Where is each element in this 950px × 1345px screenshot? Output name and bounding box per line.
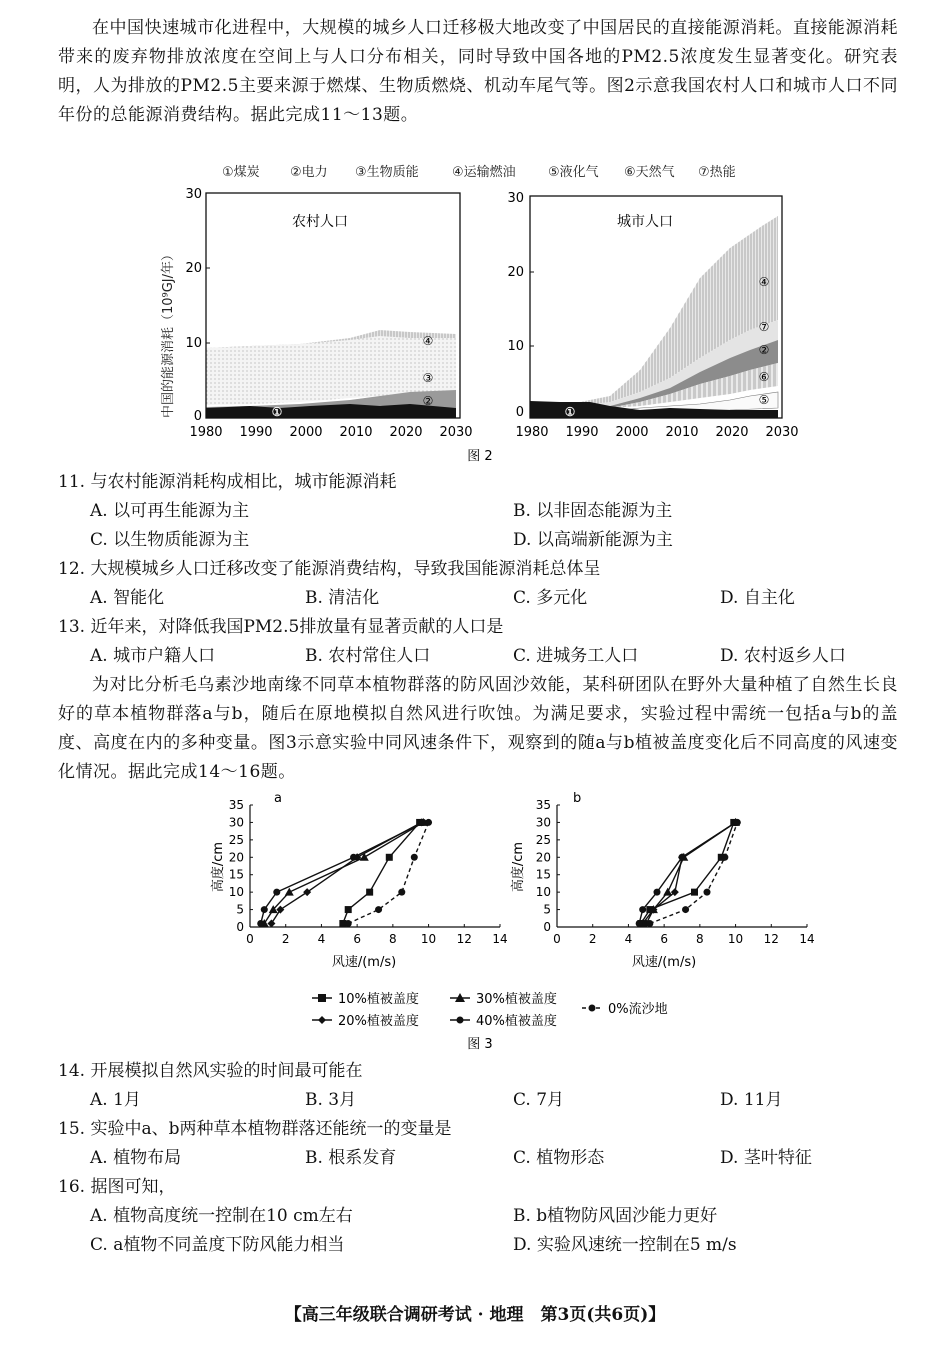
rural-y-tick: 20 [185, 261, 202, 276]
data-point-40%植被盖度 [261, 906, 268, 913]
rural-x-tick: 2010 [339, 425, 373, 440]
urban-panel-title: 城市人口 [617, 214, 673, 230]
legend-40pct: 40%植被盖度 [476, 1014, 557, 1029]
question-14-stem: 14. 开展模拟自然风实验的时间最可能在 [58, 1061, 363, 1081]
fig2-legend-electricity: ②电力 [290, 165, 328, 180]
intro-paragraph-1: 在中国快速城市化进程中，大规模的城乡人口迁移极大地改变了中国居民的直接能源消耗。直接能源消耗带来的废弃物排放浓度在空间上与人口分布相关，同时导致中国各地的PM2.5浓度发生显著变化。研究表明，人为排放的PM2.5主要来源于燃煤、生物质燃烧、机动车尾气等。图2示意我国农村人口和城市人口不同年份的总能源消费结构。据此完成11～13题。 [58, 18, 898, 125]
x-tick-label: 4 [624, 932, 633, 946]
y-tick-label: 30 [228, 815, 244, 830]
rural-marker-transport-fuel: ④ [422, 334, 434, 348]
urban-y-tick: 10 [507, 339, 524, 354]
data-point-0%流沙地 [398, 889, 405, 896]
y-tick-label: 35 [228, 798, 244, 812]
urban-y-tick: 0 [515, 405, 524, 420]
urban-marker-lpg: ⑤ [758, 393, 770, 407]
rural-x-tick: 1990 [239, 425, 273, 440]
rural-marker-biomass: ③ [422, 371, 434, 385]
data-point-20%植被盖度 [267, 920, 275, 928]
data-point-40%植被盖度 [257, 920, 264, 927]
legend-20pct: 20%植被盖度 [338, 1014, 419, 1029]
fig2-urban-panel [507, 191, 798, 440]
data-point-40%植被盖度 [273, 889, 280, 896]
y-tick-label: 25 [535, 832, 551, 847]
question-12-option-b[interactable]: B. 清洁化 [305, 588, 380, 608]
question-15-stem: 15. 实验中a、b两种草本植物群落还能统一的变量是 [58, 1119, 452, 1139]
urban-x-tick: 2000 [615, 425, 649, 440]
fig3-panel-b-label: b [573, 791, 582, 806]
rural-marker-coal: ① [271, 405, 283, 419]
urban-x-tick: 2010 [665, 425, 699, 440]
x-tick-label: 12 [763, 932, 779, 946]
question-12-stem: 12. 大规模城乡人口迁移改变了能源消费结构，导致我国能源消耗总体呈 [58, 559, 601, 579]
series-line-0%流沙地 [650, 822, 737, 923]
urban-y-tick: 30 [507, 191, 524, 206]
series-line-0%流沙地 [348, 822, 428, 923]
question-16-option-b[interactable]: B. b植物防风固沙能力更好 [513, 1206, 718, 1226]
x-tick-label: 6 [660, 932, 668, 946]
page-footer: 【高三年级联合调研考试 · 地理 第3页(共6页)】 [284, 1305, 666, 1325]
question-11-option-c[interactable]: C. 以生物质能源为主 [90, 530, 250, 550]
legend-0pct: 0%流沙地 [608, 1002, 668, 1017]
x-tick-label: 10 [420, 932, 437, 946]
y-tick-label: 20 [535, 850, 551, 865]
data-point-0%流沙地 [375, 906, 382, 913]
data-point-40%植被盖度 [654, 889, 661, 896]
y-tick-label: 25 [228, 832, 244, 847]
legend-30pct: 30%植被盖度 [476, 992, 557, 1007]
y-tick-label: 0 [236, 920, 244, 934]
fig2-legend-natural-gas: ⑥天然气 [624, 165, 675, 180]
fig3-plot-b [536, 798, 815, 946]
question-15-option-d[interactable]: D. 茎叶特征 [720, 1148, 812, 1168]
question-11-option-a[interactable]: A. 以可再生能源为主 [90, 501, 250, 521]
fig3-panel-a-label: a [274, 791, 282, 806]
x-tick-label: 2 [281, 932, 290, 946]
rural-x-tick: 2020 [389, 425, 423, 440]
data-point-10%植被盖度 [345, 906, 352, 913]
fig2-y-axis-label: 中国的能源消耗（10⁹GJ/年） [161, 247, 176, 419]
rural-panel-title: 农村人口 [292, 214, 348, 230]
intro-paragraph-2: 为对比分析毛乌素沙地南缘不同草本植物群落的防风固沙效能，某科研团队在野外大量种植了自然生长良好的草本植物群落a与b，随后在原地模拟自然风进行吹蚀。为满足要求，实验过程中需统一包括a与b的盖度、高度在内的多种变量。图3示意实验中同风速条件下，观察到的随a与b植被盖度变化后不同高度的风速变化情况。据此完成14～16题。 [58, 675, 898, 782]
y-tick-label: 0 [543, 920, 551, 934]
x-tick-label: 8 [389, 932, 397, 946]
data-point-0%流沙地 [411, 854, 418, 861]
x-tick-label: 14 [799, 932, 815, 946]
question-12-option-c[interactable]: C. 多元化 [513, 588, 588, 608]
question-16-option-a[interactable]: A. 植物高度统一控制在10 cm左右 [90, 1206, 353, 1226]
fig3-panel-b-y-label: 高度/cm [511, 841, 526, 893]
urban-marker-coal: ① [564, 405, 576, 419]
figure-2 [150, 158, 810, 468]
x-tick-label: 6 [353, 932, 361, 946]
data-point-10%植被盖度 [691, 889, 698, 896]
data-point-40%植被盖度 [350, 854, 357, 861]
question-13-option-a[interactable]: A. 城市户籍人口 [90, 646, 216, 666]
question-13-stem: 13. 近年来，对降低我国PM2.5排放量有显著贡献的人口是 [58, 617, 504, 637]
urban-x-tick: 2020 [715, 425, 749, 440]
x-tick-label: 0 [553, 932, 561, 946]
series-line-30%植被盖度 [264, 822, 423, 923]
question-12-option-a[interactable]: A. 智能化 [90, 588, 165, 608]
urban-x-tick: 1990 [565, 425, 599, 440]
question-16-option-c[interactable]: C. a植物不同盖度下防风能力相当 [90, 1235, 345, 1255]
fig3-panel-b-x-label: 风速/(m/s) [631, 955, 697, 970]
fig2-legend-heat: ⑦热能 [698, 165, 736, 180]
data-point-30%植被盖度 [285, 888, 294, 896]
y-tick-label: 5 [543, 902, 551, 917]
fig3-panel-a-y-label: 高度/cm [211, 841, 226, 893]
fig2-legend-lpg: ⑤液化气 [548, 165, 599, 180]
data-point-10%植被盖度 [366, 889, 373, 896]
fig3-legend [312, 991, 668, 1029]
legend-10pct: 10%植被盖度 [338, 992, 419, 1007]
data-point-0%流沙地 [646, 920, 653, 927]
urban-marker-natural-gas: ⑥ [758, 370, 770, 384]
series-line-20%植被盖度 [646, 822, 735, 923]
fig2-rural-panel [185, 187, 472, 440]
question-12-option-d[interactable]: D. 自主化 [720, 588, 795, 608]
question-15-option-c[interactable]: C. 植物形态 [513, 1148, 605, 1168]
question-13-option-d[interactable]: D. 农村返乡人口 [720, 646, 846, 666]
rural-x-tick: 2000 [289, 425, 323, 440]
fig2-legend-transport-fuel: ④运输燃油 [452, 165, 516, 180]
fig3-plot-a [229, 798, 508, 946]
data-point-0%流沙地 [704, 889, 711, 896]
data-point-40%植被盖度 [639, 906, 646, 913]
data-point-0%流沙地 [734, 819, 741, 826]
question-14-option-a[interactable]: A. 1月 [90, 1090, 141, 1110]
figure-3 [150, 790, 820, 1060]
rural-y-tick: 30 [185, 187, 202, 202]
y-tick-label: 30 [535, 815, 551, 830]
data-point-20%植被盖度 [276, 906, 284, 914]
fig3-panel-a-x-label: 风速/(m/s) [331, 955, 397, 970]
y-tick-label: 35 [535, 798, 551, 812]
x-tick-label: 14 [492, 932, 508, 946]
urban-x-tick: 2030 [765, 425, 799, 440]
question-11-option-d[interactable]: D. 以高端新能源为主 [513, 530, 673, 550]
fig2-legend [222, 164, 736, 180]
question-11-stem: 11. 与农村能源消耗构成相比，城市能源消耗 [58, 472, 397, 492]
rural-x-tick: 2030 [439, 425, 473, 440]
data-point-0%流沙地 [345, 920, 352, 927]
x-tick-label: 8 [696, 932, 704, 946]
question-15-option-b[interactable]: B. 根系发育 [305, 1148, 397, 1168]
urban-marker-electricity: ② [758, 343, 770, 357]
question-14-option-c[interactable]: C. 7月 [513, 1090, 565, 1110]
data-point-30%植被盖度 [663, 888, 672, 896]
rural-y-tick: 0 [193, 409, 202, 424]
data-point-40%植被盖度 [679, 854, 686, 861]
x-tick-label: 12 [456, 932, 472, 946]
x-tick-label: 0 [246, 932, 254, 946]
rural-x-tick: 1980 [189, 425, 223, 440]
question-14-option-b[interactable]: B. 3月 [305, 1090, 357, 1110]
series-line-30%植被盖度 [643, 822, 736, 923]
rural-coal-area [206, 404, 456, 418]
y-tick-label: 15 [535, 867, 551, 882]
question-16-option-d[interactable]: D. 实验风速统一控制在5 m/s [513, 1235, 737, 1255]
question-16-stem: 16. 据图可知， [58, 1177, 176, 1197]
data-point-0%流沙地 [682, 906, 689, 913]
data-point-0%流沙地 [721, 854, 728, 861]
x-tick-label: 2 [588, 932, 597, 946]
y-tick-label: 20 [228, 850, 244, 865]
urban-x-tick: 1980 [515, 425, 549, 440]
fig2-legend-coal: ①煤炭 [222, 165, 260, 180]
fig3-caption: 图 3 [467, 1037, 493, 1052]
y-tick-label: 5 [236, 902, 244, 917]
fig2-caption: 图 2 [467, 449, 493, 464]
data-point-40%植被盖度 [636, 920, 643, 927]
y-tick-label: 15 [228, 867, 244, 882]
question-14-option-d[interactable]: D. 11月 [720, 1090, 783, 1110]
urban-marker-heat: ⑦ [758, 320, 770, 334]
rural-marker-electricity: ② [422, 394, 434, 408]
y-tick-label: 10 [228, 885, 244, 900]
rural-y-tick: 10 [185, 336, 202, 351]
question-13-option-b[interactable]: B. 农村常住人口 [305, 646, 431, 666]
question-15-option-a[interactable]: A. 植物布局 [90, 1148, 182, 1168]
question-13-option-c[interactable]: C. 进城务工人口 [513, 646, 639, 666]
x-tick-label: 4 [317, 932, 326, 946]
data-point-0%流沙地 [425, 819, 432, 826]
y-tick-label: 10 [535, 885, 551, 900]
urban-marker-transport-fuel: ④ [758, 275, 770, 289]
x-tick-label: 10 [727, 932, 744, 946]
data-point-10%植被盖度 [386, 854, 393, 861]
question-11-option-b[interactable]: B. 以非固态能源为主 [513, 501, 673, 521]
fig2-legend-biomass: ③生物质能 [355, 165, 419, 180]
urban-y-tick: 20 [507, 265, 524, 280]
